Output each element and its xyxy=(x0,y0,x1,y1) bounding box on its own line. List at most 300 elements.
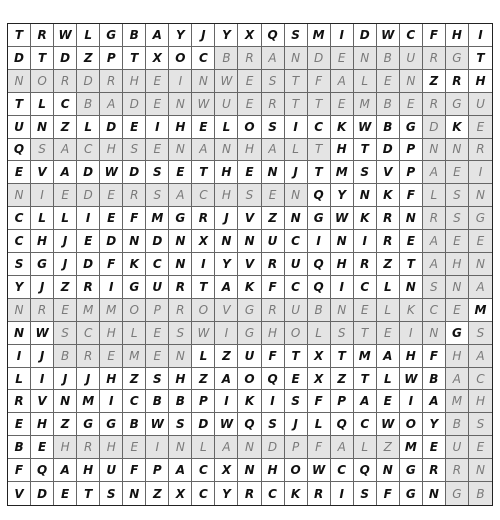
grid-cell[interactable]: C xyxy=(285,276,308,299)
grid-cell[interactable]: N xyxy=(469,184,492,207)
grid-cell[interactable]: C xyxy=(285,230,308,253)
grid-cell[interactable]: O xyxy=(192,299,215,322)
grid-cell[interactable]: I xyxy=(331,276,354,299)
grid-cell[interactable]: D xyxy=(100,230,123,253)
grid-cell[interactable]: Z xyxy=(377,253,400,276)
grid-cell[interactable]: F xyxy=(123,207,146,230)
grid-cell[interactable]: M xyxy=(77,299,100,322)
grid-cell[interactable]: O xyxy=(123,299,146,322)
grid-cell[interactable]: N xyxy=(169,139,192,162)
grid-cell[interactable]: S xyxy=(262,70,285,93)
grid-cell[interactable]: Z xyxy=(54,116,77,139)
grid-cell[interactable]: V xyxy=(215,299,238,322)
grid-cell[interactable]: T xyxy=(31,47,54,70)
grid-cell[interactable]: A xyxy=(423,161,446,184)
grid-cell[interactable]: U xyxy=(100,459,123,482)
grid-cell[interactable]: F xyxy=(262,345,285,368)
grid-cell[interactable]: V xyxy=(377,161,400,184)
grid-cell[interactable]: O xyxy=(285,459,308,482)
grid-cell[interactable]: P xyxy=(400,139,423,162)
grid-cell[interactable]: E xyxy=(192,116,215,139)
grid-cell[interactable]: Z xyxy=(423,70,446,93)
grid-cell[interactable]: F xyxy=(308,70,331,93)
grid-cell[interactable]: O xyxy=(169,47,192,70)
grid-cell[interactable]: K xyxy=(400,299,423,322)
grid-cell[interactable]: R xyxy=(469,139,492,162)
grid-cell[interactable]: S xyxy=(331,322,354,345)
grid-cell[interactable]: Y xyxy=(215,482,238,505)
grid-cell[interactable]: N xyxy=(262,161,285,184)
grid-cell[interactable]: D xyxy=(192,413,215,436)
grid-cell[interactable]: U xyxy=(146,276,169,299)
grid-cell[interactable]: D xyxy=(308,47,331,70)
grid-cell[interactable]: X xyxy=(308,345,331,368)
grid-cell[interactable]: W xyxy=(31,322,54,345)
grid-cell[interactable]: K xyxy=(238,276,261,299)
grid-cell[interactable]: I xyxy=(331,482,354,505)
grid-cell[interactable]: O xyxy=(400,413,423,436)
grid-cell[interactable]: I xyxy=(146,436,169,459)
grid-cell[interactable]: I xyxy=(8,345,31,368)
grid-cell[interactable]: T xyxy=(308,93,331,116)
grid-cell[interactable]: N xyxy=(423,139,446,162)
grid-cell[interactable]: A xyxy=(169,459,192,482)
grid-cell[interactable]: V xyxy=(31,390,54,413)
grid-cell[interactable]: R xyxy=(423,207,446,230)
grid-cell[interactable]: B xyxy=(377,47,400,70)
grid-cell[interactable]: C xyxy=(192,184,215,207)
grid-cell[interactable]: I xyxy=(31,368,54,391)
grid-cell[interactable]: E xyxy=(146,139,169,162)
grid-cell[interactable]: F xyxy=(308,390,331,413)
grid-cell[interactable]: N xyxy=(8,70,31,93)
grid-cell[interactable]: I xyxy=(169,70,192,93)
grid-cell[interactable]: W xyxy=(308,459,331,482)
grid-cell[interactable]: X xyxy=(146,47,169,70)
grid-cell[interactable]: H xyxy=(331,139,354,162)
grid-cell[interactable]: Y xyxy=(215,253,238,276)
grid-cell[interactable]: E xyxy=(100,207,123,230)
grid-cell[interactable]: W xyxy=(215,70,238,93)
grid-cell[interactable]: E xyxy=(238,70,261,93)
grid-cell[interactable]: S xyxy=(285,390,308,413)
grid-cell[interactable]: N xyxy=(8,184,31,207)
grid-cell[interactable]: M xyxy=(354,345,377,368)
grid-cell[interactable]: K xyxy=(238,390,261,413)
grid-cell[interactable]: S xyxy=(354,161,377,184)
grid-cell[interactable]: H xyxy=(215,161,238,184)
grid-cell[interactable]: R xyxy=(169,276,192,299)
grid-cell[interactable]: T xyxy=(400,253,423,276)
grid-cell[interactable]: Y xyxy=(331,184,354,207)
grid-cell[interactable]: S xyxy=(238,184,261,207)
grid-cell[interactable]: N xyxy=(285,184,308,207)
grid-cell[interactable]: I xyxy=(400,322,423,345)
grid-cell[interactable]: D xyxy=(8,47,31,70)
grid-cell[interactable]: H xyxy=(169,116,192,139)
grid-cell[interactable]: I xyxy=(308,230,331,253)
grid-cell[interactable]: T xyxy=(308,161,331,184)
grid-cell[interactable]: E xyxy=(123,436,146,459)
grid-cell[interactable]: X xyxy=(238,24,261,47)
grid-cell[interactable]: K xyxy=(354,207,377,230)
grid-cell[interactable]: N xyxy=(400,207,423,230)
grid-cell[interactable]: N xyxy=(285,47,308,70)
grid-cell[interactable]: Z xyxy=(123,368,146,391)
grid-cell[interactable]: N xyxy=(238,230,261,253)
grid-cell[interactable]: G xyxy=(400,459,423,482)
grid-cell[interactable]: L xyxy=(54,207,77,230)
grid-cell[interactable]: Y xyxy=(169,24,192,47)
grid-cell[interactable]: H xyxy=(262,322,285,345)
grid-cell[interactable]: T xyxy=(354,322,377,345)
grid-cell[interactable]: R xyxy=(238,482,261,505)
grid-cell[interactable]: Q xyxy=(308,276,331,299)
grid-cell[interactable]: S xyxy=(446,184,469,207)
grid-cell[interactable]: D xyxy=(100,116,123,139)
grid-cell[interactable]: L xyxy=(377,276,400,299)
grid-cell[interactable]: Q xyxy=(308,253,331,276)
grid-cell[interactable]: U xyxy=(8,116,31,139)
grid-cell[interactable]: G xyxy=(100,24,123,47)
grid-cell[interactable]: K xyxy=(331,116,354,139)
grid-cell[interactable]: B xyxy=(446,413,469,436)
grid-cell[interactable]: A xyxy=(331,436,354,459)
grid-cell[interactable]: C xyxy=(308,116,331,139)
grid-cell[interactable]: G xyxy=(100,413,123,436)
grid-cell[interactable]: T xyxy=(354,139,377,162)
grid-cell[interactable]: S xyxy=(169,413,192,436)
grid-cell[interactable]: S xyxy=(169,322,192,345)
grid-cell[interactable]: S xyxy=(423,276,446,299)
grid-cell[interactable]: T xyxy=(8,93,31,116)
grid-cell[interactable]: U xyxy=(469,93,492,116)
grid-cell[interactable]: A xyxy=(215,276,238,299)
grid-cell[interactable]: U xyxy=(262,230,285,253)
grid-cell[interactable]: N xyxy=(354,184,377,207)
grid-cell[interactable]: J xyxy=(31,345,54,368)
grid-cell[interactable]: E xyxy=(354,299,377,322)
grid-cell[interactable]: I xyxy=(285,116,308,139)
grid-cell[interactable]: R xyxy=(238,47,261,70)
grid-cell[interactable]: A xyxy=(192,139,215,162)
grid-cell[interactable]: G xyxy=(446,93,469,116)
grid-cell[interactable]: R xyxy=(31,24,54,47)
grid-cell[interactable]: D xyxy=(31,482,54,505)
grid-cell[interactable]: S xyxy=(262,413,285,436)
grid-cell[interactable]: W xyxy=(192,93,215,116)
grid-cell[interactable]: L xyxy=(354,70,377,93)
grid-cell[interactable]: I xyxy=(400,390,423,413)
grid-cell[interactable]: O xyxy=(238,116,261,139)
grid-cell[interactable]: R xyxy=(446,459,469,482)
grid-cell[interactable]: I xyxy=(469,24,492,47)
grid-cell[interactable]: J xyxy=(215,207,238,230)
grid-cell[interactable]: N xyxy=(215,230,238,253)
grid-cell[interactable]: G xyxy=(469,207,492,230)
grid-cell[interactable]: S xyxy=(100,482,123,505)
grid-cell[interactable]: H xyxy=(31,230,54,253)
grid-cell[interactable]: A xyxy=(423,253,446,276)
grid-cell[interactable]: I xyxy=(354,230,377,253)
grid-cell[interactable]: M xyxy=(308,24,331,47)
grid-cell[interactable]: W xyxy=(146,413,169,436)
grid-cell[interactable]: E xyxy=(331,93,354,116)
grid-cell[interactable]: E xyxy=(469,436,492,459)
grid-cell[interactable]: W xyxy=(400,368,423,391)
grid-cell[interactable]: C xyxy=(262,482,285,505)
grid-cell[interactable]: A xyxy=(446,368,469,391)
grid-cell[interactable]: T xyxy=(308,139,331,162)
grid-cell[interactable]: H xyxy=(469,390,492,413)
grid-cell[interactable]: S xyxy=(446,207,469,230)
grid-cell[interactable]: N xyxy=(423,482,446,505)
grid-cell[interactable]: G xyxy=(446,322,469,345)
grid-cell[interactable]: B xyxy=(377,116,400,139)
grid-cell[interactable]: H xyxy=(215,184,238,207)
grid-cell[interactable]: Y xyxy=(215,24,238,47)
grid-cell[interactable]: E xyxy=(377,322,400,345)
grid-cell[interactable]: C xyxy=(423,299,446,322)
grid-cell[interactable]: E xyxy=(238,93,261,116)
grid-cell[interactable]: R xyxy=(77,345,100,368)
grid-cell[interactable]: S xyxy=(262,116,285,139)
grid-cell[interactable]: Q xyxy=(331,413,354,436)
grid-cell[interactable]: E xyxy=(446,299,469,322)
grid-cell[interactable]: C xyxy=(54,93,77,116)
grid-cell[interactable]: M xyxy=(77,390,100,413)
grid-cell[interactable]: P xyxy=(285,436,308,459)
grid-cell[interactable]: E xyxy=(77,230,100,253)
grid-cell[interactable]: N xyxy=(215,139,238,162)
grid-cell[interactable]: Z xyxy=(192,368,215,391)
grid-cell[interactable]: T xyxy=(285,70,308,93)
grid-cell[interactable]: T xyxy=(123,47,146,70)
grid-cell[interactable]: N xyxy=(31,116,54,139)
grid-cell[interactable]: Z xyxy=(331,368,354,391)
grid-cell[interactable]: H xyxy=(100,436,123,459)
grid-cell[interactable]: W xyxy=(354,116,377,139)
grid-cell[interactable]: R xyxy=(8,390,31,413)
grid-cell[interactable]: E xyxy=(423,436,446,459)
grid-cell[interactable]: T xyxy=(469,47,492,70)
grid-cell[interactable]: B xyxy=(77,93,100,116)
grid-cell[interactable]: H xyxy=(446,345,469,368)
grid-cell[interactable]: B xyxy=(169,390,192,413)
grid-cell[interactable]: D xyxy=(423,116,446,139)
grid-cell[interactable]: R xyxy=(77,436,100,459)
grid-cell[interactable]: U xyxy=(446,436,469,459)
grid-cell[interactable]: A xyxy=(146,24,169,47)
grid-cell[interactable]: M xyxy=(446,390,469,413)
grid-cell[interactable]: B xyxy=(8,436,31,459)
grid-cell[interactable]: E xyxy=(469,230,492,253)
grid-cell[interactable]: A xyxy=(54,139,77,162)
grid-cell[interactable]: I xyxy=(262,390,285,413)
grid-cell[interactable]: E xyxy=(146,322,169,345)
grid-cell[interactable]: R xyxy=(423,459,446,482)
grid-cell[interactable]: I xyxy=(100,390,123,413)
grid-cell[interactable]: N xyxy=(331,299,354,322)
grid-cell[interactable]: C xyxy=(123,390,146,413)
grid-cell[interactable]: L xyxy=(77,24,100,47)
grid-cell[interactable]: A xyxy=(54,459,77,482)
grid-cell[interactable]: B xyxy=(308,299,331,322)
grid-cell[interactable]: O xyxy=(238,368,261,391)
grid-cell[interactable]: S xyxy=(54,322,77,345)
grid-cell[interactable]: I xyxy=(100,276,123,299)
grid-cell[interactable]: S xyxy=(285,24,308,47)
grid-cell[interactable]: T xyxy=(77,482,100,505)
grid-cell[interactable]: B xyxy=(123,413,146,436)
grid-cell[interactable]: E xyxy=(54,184,77,207)
grid-cell[interactable]: X xyxy=(169,482,192,505)
grid-cell[interactable]: A xyxy=(469,276,492,299)
grid-cell[interactable]: C xyxy=(354,413,377,436)
grid-cell[interactable]: E xyxy=(262,184,285,207)
grid-cell[interactable]: F xyxy=(123,459,146,482)
grid-cell[interactable]: J xyxy=(31,276,54,299)
grid-cell[interactable]: A xyxy=(423,230,446,253)
grid-cell[interactable]: F xyxy=(8,459,31,482)
grid-cell[interactable]: N xyxy=(169,93,192,116)
grid-cell[interactable]: C xyxy=(77,322,100,345)
grid-cell[interactable]: H xyxy=(169,368,192,391)
grid-cell[interactable]: L xyxy=(192,436,215,459)
grid-cell[interactable]: A xyxy=(262,47,285,70)
grid-cell[interactable]: E xyxy=(377,70,400,93)
grid-cell[interactable]: E xyxy=(8,161,31,184)
grid-cell[interactable]: R xyxy=(446,70,469,93)
grid-cell[interactable]: J xyxy=(192,24,215,47)
grid-cell[interactable]: V xyxy=(238,253,261,276)
grid-cell[interactable]: A xyxy=(377,345,400,368)
grid-cell[interactable]: B xyxy=(123,24,146,47)
grid-cell[interactable]: P xyxy=(192,390,215,413)
grid-cell[interactable]: N xyxy=(123,482,146,505)
grid-cell[interactable]: U xyxy=(285,299,308,322)
grid-cell[interactable]: N xyxy=(469,253,492,276)
grid-cell[interactable]: L xyxy=(423,184,446,207)
grid-cell[interactable]: G xyxy=(77,413,100,436)
grid-cell[interactable]: E xyxy=(146,345,169,368)
grid-cell[interactable]: Q xyxy=(8,139,31,162)
grid-cell[interactable]: E xyxy=(100,345,123,368)
grid-cell[interactable]: Q xyxy=(308,184,331,207)
grid-cell[interactable]: T xyxy=(285,93,308,116)
grid-cell[interactable]: C xyxy=(8,207,31,230)
grid-cell[interactable]: W xyxy=(215,413,238,436)
grid-cell[interactable]: R xyxy=(377,230,400,253)
grid-cell[interactable]: J xyxy=(77,368,100,391)
grid-cell[interactable]: S xyxy=(146,184,169,207)
grid-cell[interactable]: H xyxy=(262,459,285,482)
grid-cell[interactable]: Y xyxy=(8,276,31,299)
grid-cell[interactable]: C xyxy=(192,459,215,482)
grid-cell[interactable]: S xyxy=(123,139,146,162)
grid-cell[interactable]: L xyxy=(31,93,54,116)
grid-cell[interactable]: L xyxy=(377,368,400,391)
grid-cell[interactable]: W xyxy=(331,207,354,230)
grid-cell[interactable]: E xyxy=(8,413,31,436)
grid-cell[interactable]: E xyxy=(54,299,77,322)
grid-cell[interactable]: N xyxy=(377,459,400,482)
grid-cell[interactable]: P xyxy=(146,459,169,482)
grid-cell[interactable]: N xyxy=(423,322,446,345)
grid-cell[interactable]: B xyxy=(54,345,77,368)
grid-cell[interactable]: L xyxy=(215,116,238,139)
grid-cell[interactable]: R xyxy=(262,253,285,276)
grid-cell[interactable]: N xyxy=(446,276,469,299)
grid-cell[interactable]: N xyxy=(285,207,308,230)
grid-cell[interactable]: S xyxy=(146,368,169,391)
grid-cell[interactable]: F xyxy=(308,436,331,459)
grid-cell[interactable]: R xyxy=(31,299,54,322)
grid-cell[interactable]: L xyxy=(123,322,146,345)
grid-cell[interactable]: E xyxy=(169,161,192,184)
grid-cell[interactable]: W xyxy=(100,161,123,184)
grid-cell[interactable]: N xyxy=(238,436,261,459)
grid-cell[interactable]: D xyxy=(146,230,169,253)
grid-cell[interactable]: M xyxy=(469,299,492,322)
grid-cell[interactable]: C xyxy=(8,230,31,253)
grid-cell[interactable]: Q xyxy=(31,459,54,482)
grid-cell[interactable]: H xyxy=(100,322,123,345)
grid-cell[interactable]: R xyxy=(377,207,400,230)
grid-cell[interactable]: W xyxy=(54,24,77,47)
grid-cell[interactable]: N xyxy=(400,276,423,299)
grid-cell[interactable]: Q xyxy=(238,413,261,436)
grid-cell[interactable]: C xyxy=(77,139,100,162)
grid-cell[interactable]: W xyxy=(377,413,400,436)
grid-cell[interactable]: H xyxy=(54,436,77,459)
grid-cell[interactable]: R xyxy=(169,299,192,322)
grid-cell[interactable]: U xyxy=(285,253,308,276)
grid-cell[interactable]: L xyxy=(354,436,377,459)
grid-cell[interactable]: N xyxy=(238,459,261,482)
grid-cell[interactable]: S xyxy=(8,253,31,276)
grid-cell[interactable]: E xyxy=(400,230,423,253)
grid-cell[interactable]: E xyxy=(146,93,169,116)
grid-cell[interactable]: V xyxy=(238,207,261,230)
grid-cell[interactable]: M xyxy=(123,345,146,368)
grid-cell[interactable]: F xyxy=(423,24,446,47)
grid-cell[interactable]: G xyxy=(123,276,146,299)
grid-cell[interactable]: O xyxy=(285,322,308,345)
grid-cell[interactable]: C xyxy=(192,47,215,70)
grid-cell[interactable]: N xyxy=(354,47,377,70)
grid-cell[interactable]: K xyxy=(377,184,400,207)
grid-cell[interactable]: D xyxy=(262,436,285,459)
grid-cell[interactable]: E xyxy=(285,368,308,391)
grid-cell[interactable]: B xyxy=(146,390,169,413)
grid-cell[interactable]: K xyxy=(123,253,146,276)
grid-cell[interactable]: T xyxy=(354,368,377,391)
grid-cell[interactable]: H xyxy=(100,368,123,391)
grid-cell[interactable]: F xyxy=(262,276,285,299)
grid-cell[interactable]: G xyxy=(31,253,54,276)
grid-cell[interactable]: I xyxy=(146,116,169,139)
grid-cell[interactable]: E xyxy=(123,116,146,139)
grid-cell[interactable]: A xyxy=(354,390,377,413)
grid-cell[interactable]: B xyxy=(469,482,492,505)
grid-cell[interactable]: U xyxy=(238,345,261,368)
grid-cell[interactable]: N xyxy=(169,253,192,276)
grid-cell[interactable]: G xyxy=(400,116,423,139)
grid-cell[interactable]: K xyxy=(285,482,308,505)
grid-cell[interactable]: X xyxy=(308,368,331,391)
grid-cell[interactable]: L xyxy=(308,413,331,436)
